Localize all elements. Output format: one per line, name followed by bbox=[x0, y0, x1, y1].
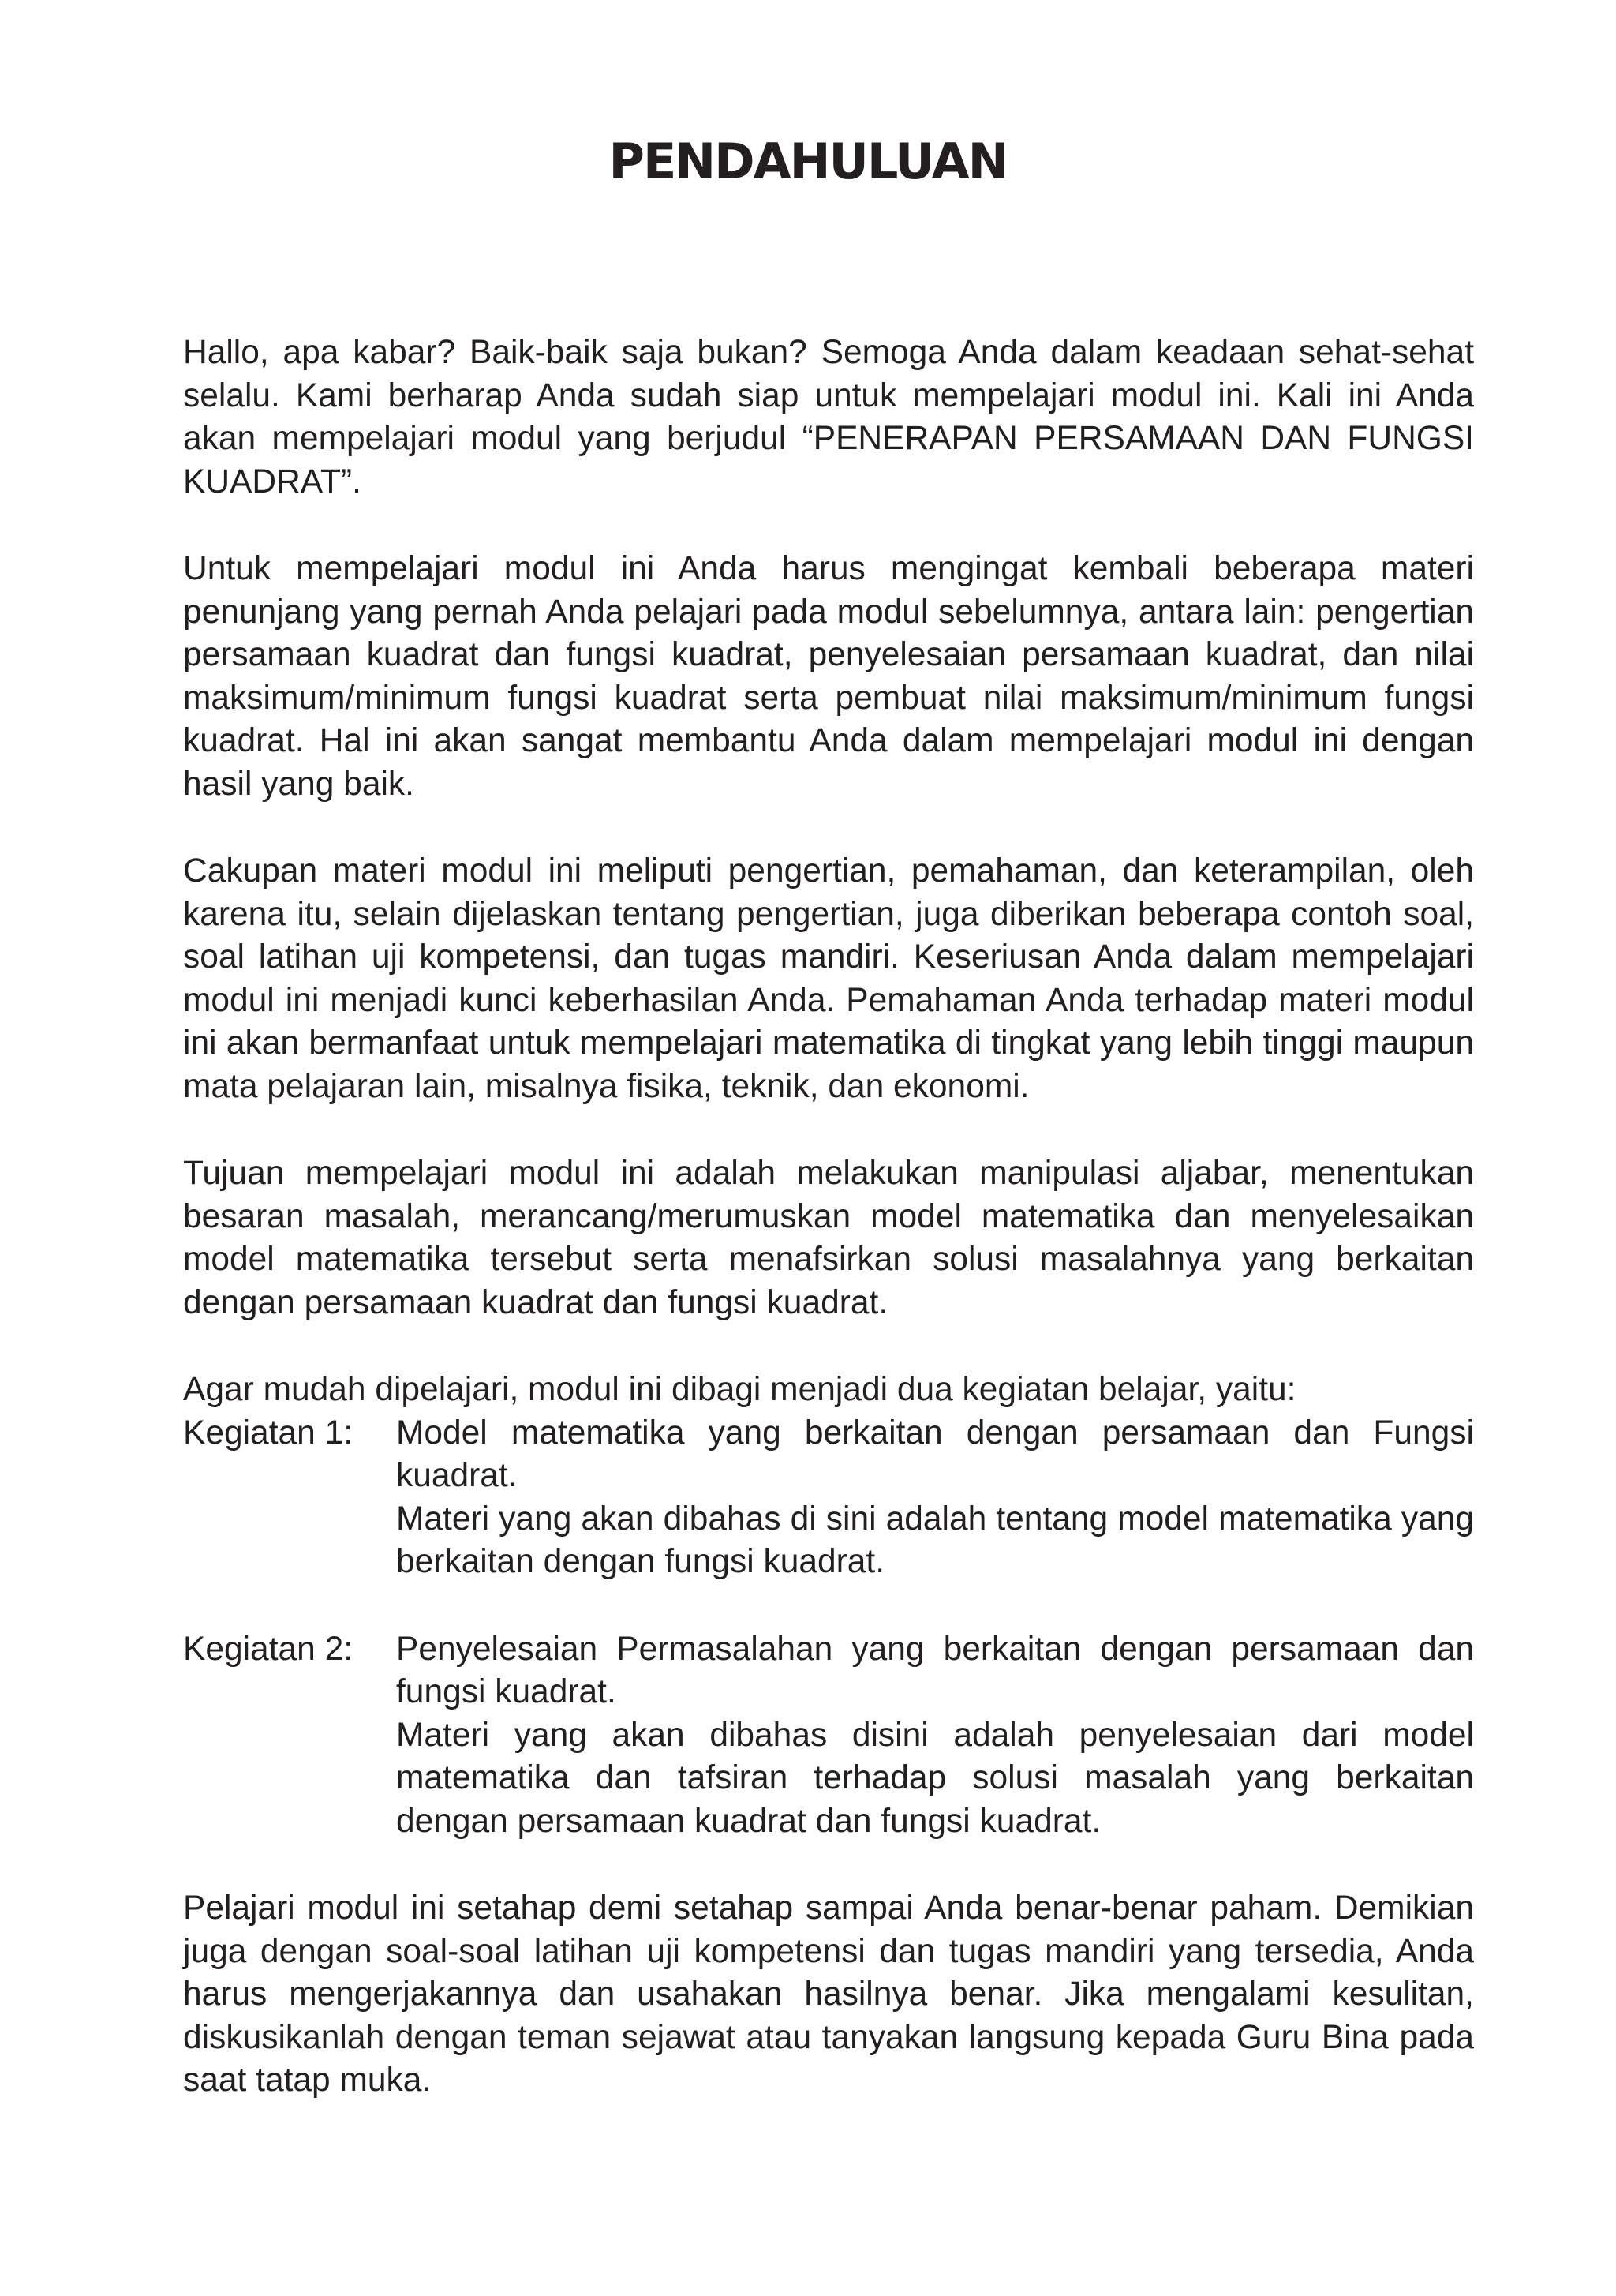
activity-label: Kegiatan 2: bbox=[183, 1630, 354, 1668]
activity-title: Model matematika yang berkaitan dengan persamaan dan Fungsi kuadrat. bbox=[396, 1414, 1474, 1494]
activity-label: Kegiatan 1: bbox=[183, 1414, 354, 1451]
activity-item-1 bbox=[183, 1412, 1474, 1584]
activity-title: Penyelesaian Permasalahan yang berkaitan dengan persamaan dan fungsi kuadrat. bbox=[396, 1630, 1474, 1710]
activity-description: Materi yang akan dibahas disini adalah penyelesaian dari model matematika dan tafsiran terhadap solusi masalah yang berkaitan dengan persamaan kuadrat dan fungsi kuadrat. bbox=[396, 1716, 1474, 1840]
activity-spacer bbox=[183, 1584, 1474, 1628]
objective-paragraph: Tujuan mempelajari modul ini adalah melakukan manipulasi aljabar, menentukan besaran masalah, merancang/merumuskan model matematika dan menyelesaikan model matematika tersebut serta menafsirkan solusi masalahnya yang berkaitan dengan persamaan kuadrat dan fungsi kuadrat. bbox=[183, 1155, 1474, 1321]
activity-description: Materi yang akan dibahas di sini adalah tentang model matematika yang berkaitan dengan fungsi kuadrat. bbox=[396, 1500, 1474, 1580]
activity-item-2 bbox=[183, 1628, 1474, 1844]
activity-content bbox=[396, 1628, 1474, 1844]
closing-paragraph: Pelajari modul ini setahap demi setahap sampai Anda benar-benar paham. Demikian juga dengan soal-soal latihan uji kompetensi dan tugas mandiri yang tersedia, Anda harus mengerjakannya dan usahakan hasilnya benar. Jika mengalami kesulitan, diskusikanlah dengan teman sejawat atau tanyakan langsung kepada Guru Bina pada saat tatap muka. bbox=[183, 1890, 1474, 2099]
page-title: PENDAHULUAN bbox=[608, 133, 1008, 190]
prerequisite-paragraph: Untuk mempelajari modul ini Anda harus mengingat kembali beberapa materi penunjang yang pernah Anda pelajari pada modul sebelumnya, antara lain: pengertian persamaan kuadrat dan fungsi kuadrat, penyelesaian persamaan kuadrat, dan nilai maksimum/minimum fungsi kuadrat serta pembuat nilai maksimum/minimum fungsi kuadrat. Hal ini akan sangat membantu Anda dalam mempelajari modul ini dengan hasil yang baik. bbox=[183, 550, 1474, 803]
activities-intro: Agar mudah dipelajari, modul ini dibagi menjadi dua kegiatan belajar, yaitu: bbox=[183, 1371, 1296, 1408]
activity-content bbox=[396, 1412, 1474, 1584]
document-body bbox=[183, 331, 1474, 2147]
intro-paragraph: Hallo, apa kabar? Baik-baik saja bukan? Semoga Anda dalam keadaan sehat-sehat selalu. Kami berharap Anda sudah siap untuk mempelajari modul ini. Kali ini Anda akan mempelajari modul yang berjudul “PENERAPAN PERSAMAAN DAN FUNGSI KUADRAT”. bbox=[183, 334, 1474, 500]
scope-paragraph: Cakupan materi modul ini meliputi pengertian, pemahaman, dan keterampilan, oleh karena itu, selain dijelaskan tentang pengertian, juga diberikan beberapa contoh soal, soal latihan uji kompetensi, dan tugas mandiri. Keseriusan Anda dalam mempelajari modul ini menjadi kunci keberhasilan Anda. Pemahaman Anda terhadap materi modul ini akan bermanfaat untuk mempelajari matematika di tingkat yang lebih tinggi maupun mata pelajaran lain, misalnya fisika, teknik, dan ekonomi. bbox=[183, 852, 1474, 1105]
activities-section bbox=[183, 1369, 1474, 1843]
